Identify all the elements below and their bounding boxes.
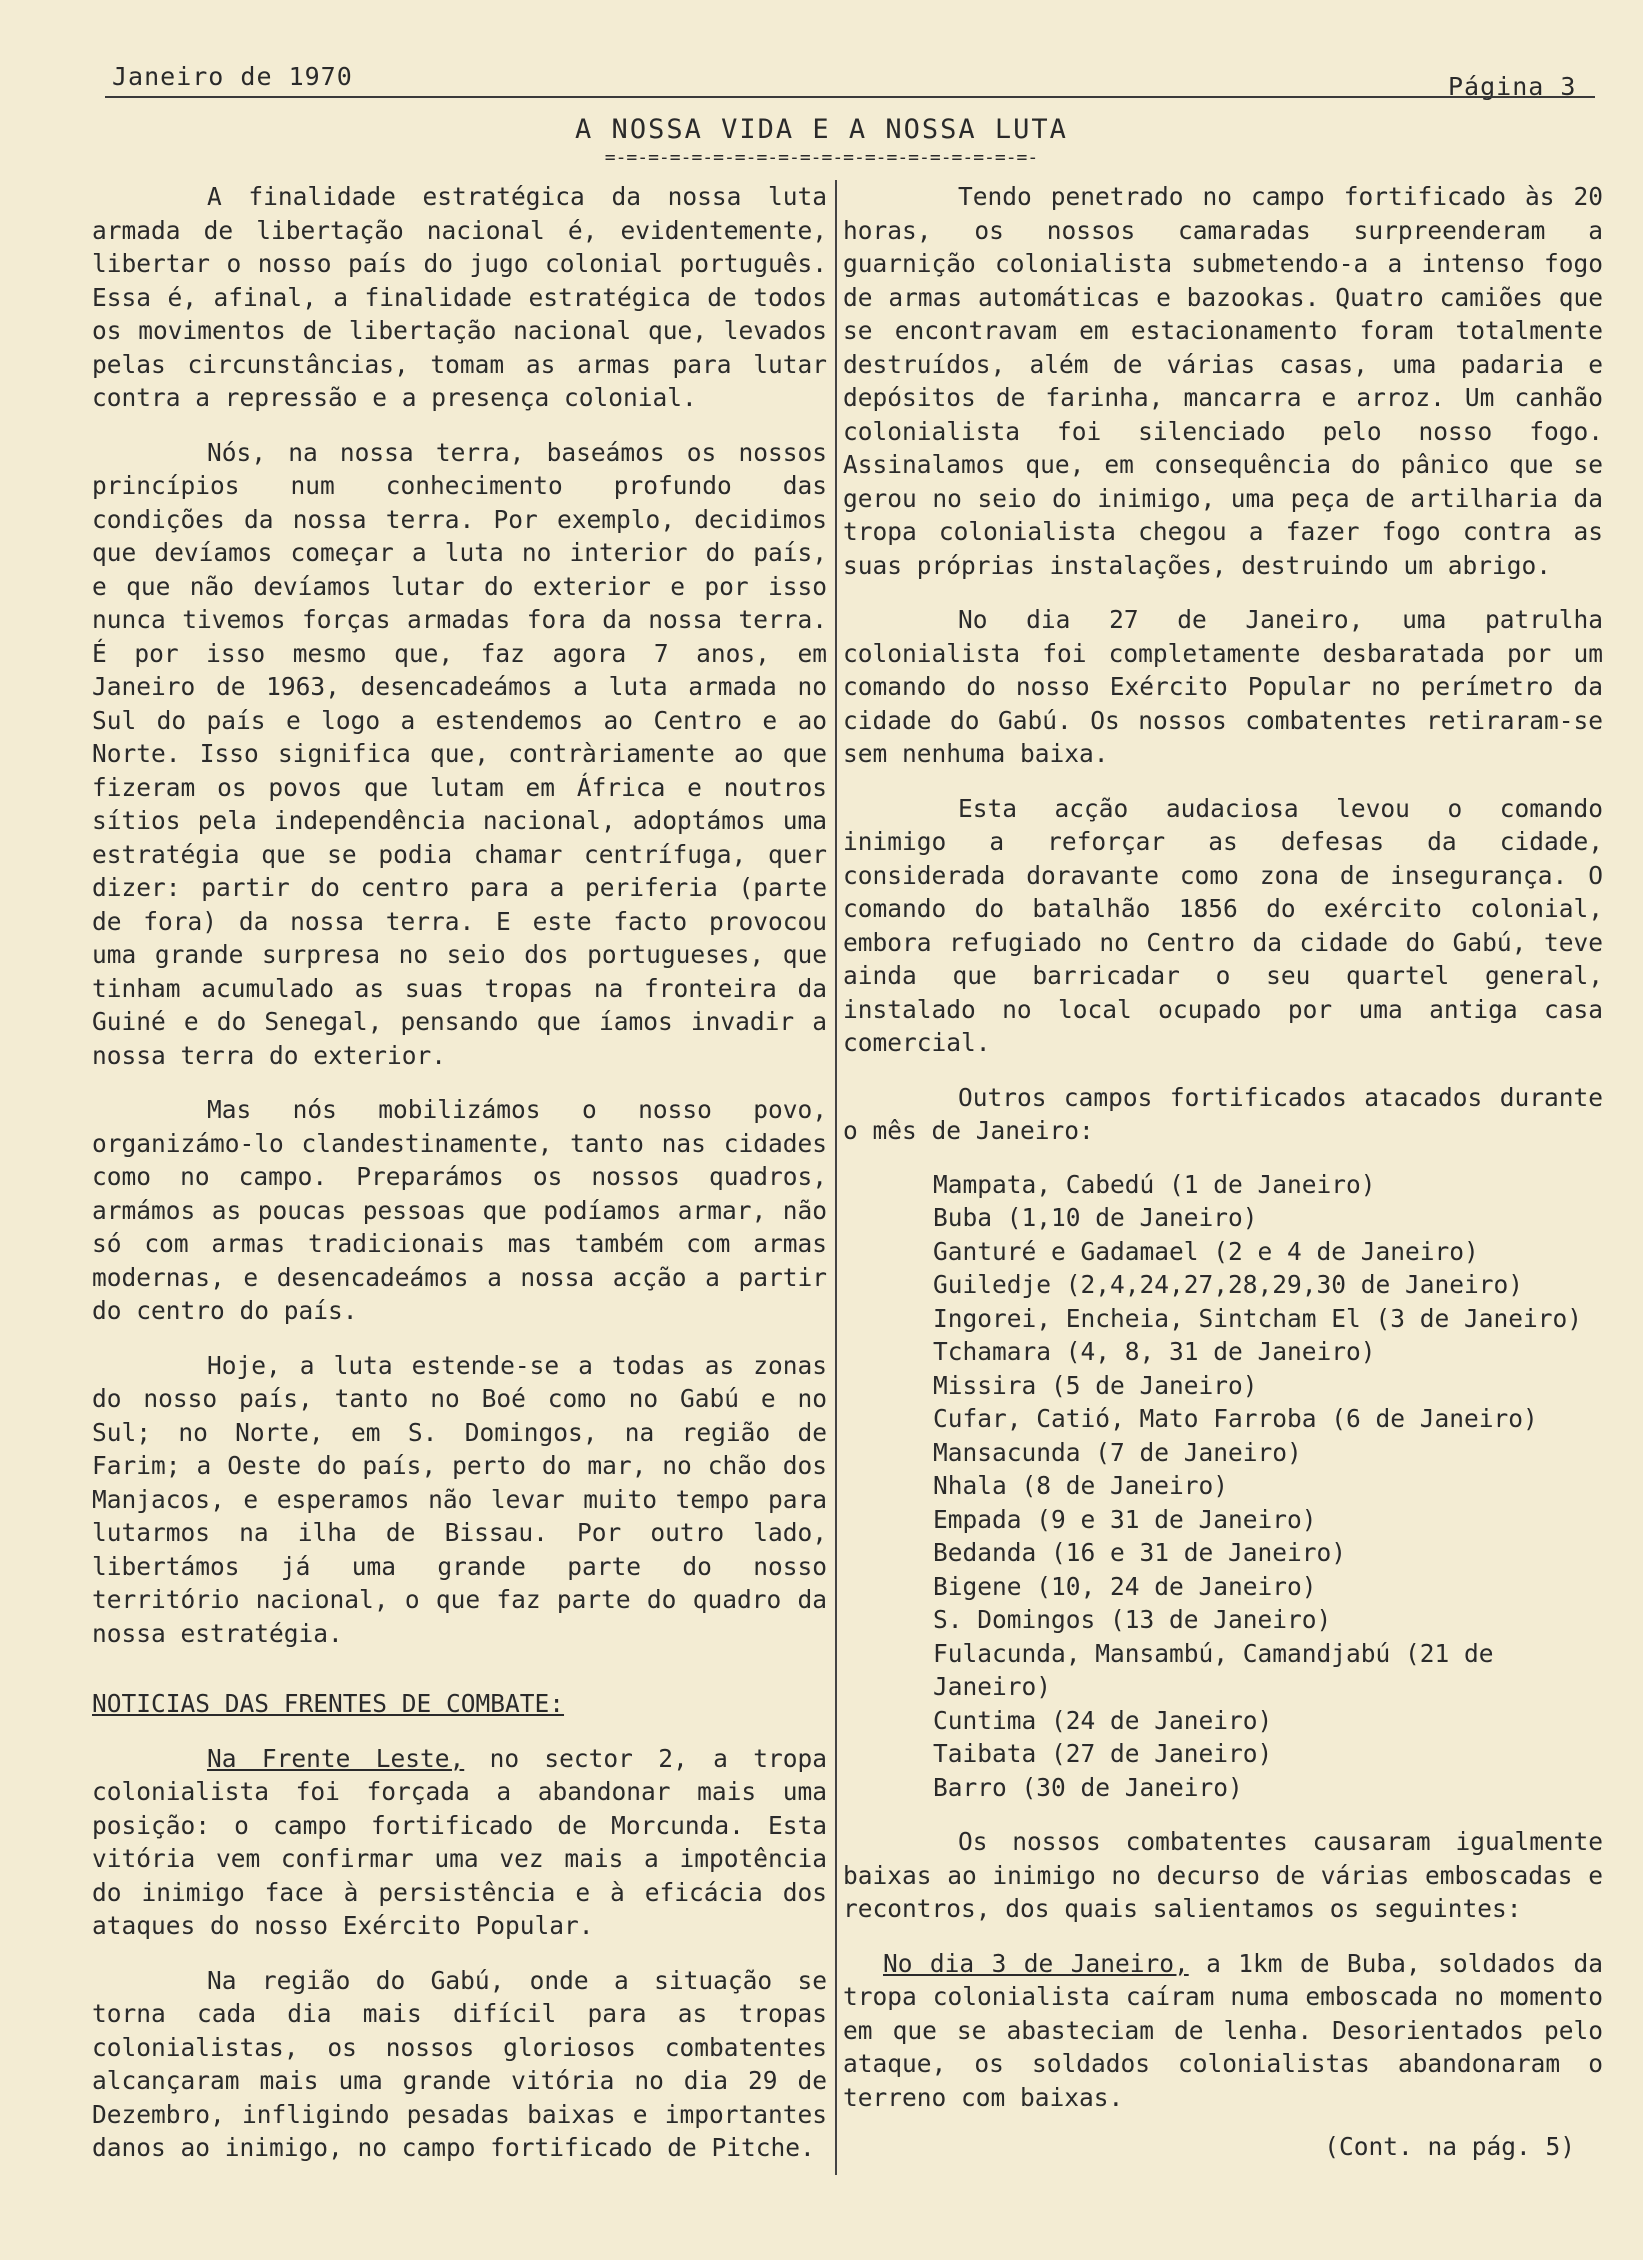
paragraph: Hoje, a luta estende-se a todas as zonas do nosso país, tanto no Boé como no Gabú e no Sul; no Norte, em S. Domingos, na região de Farim; a Oeste do país, perto do mar, no chão dos Manjacos, e esperamos não levar muito tempo para lutarmos na ilha de Bissau. Por outro lado, libertámos já uma grande parte do nosso território nacional, o que faz parte do quadro da nossa estratégia. (92, 1350, 827, 1648)
list-item: Mansacunda (7 de Janeiro) (933, 1437, 1302, 1467)
list-item: Buba (1,10 de Janeiro) (933, 1203, 1258, 1232)
paragraph-body: no sector 2, a tropa colonialista foi forçada a abandonar mais uma posição: o campo fortificado de Morcunda. Esta vitória vem confirmar uma vez mais a impotência do inimigo face à persistência e à eficácia dos ataques do nosso Exército Popular. (92, 1743, 827, 1940)
list-item: Cufar, Catió, Mato Farroba (6 de Janeiro) (933, 1404, 1538, 1433)
list-item: Tchamara (4, 8, 31 de Janeiro) (933, 1337, 1376, 1366)
section-heading: NOTICIAS DAS FRENTES DE COMBATE: (92, 1689, 565, 1718)
paragraph: Tendo penetrado no campo fortificado às 20 horas, os nossos camaradas surpreenderam a guarnição colonialista submetendo-a a intenso fogo de armas automáticas e bazookas. Quatro camiões que se encontravam em estacionamento foram totalmente destruídos, além de várias casas, uma padaria e depósitos de farinha, mancarra e arroz. Um canhão colonialista foi silenciado pelo nosso fogo. Assinalamos que, em consequência do pânico que se gerou no seio do inimigo, uma peça de artilharia da tropa colonialista chegou a fazer fogo contra as suas próprias instalações, destruindo um abrigo. (843, 182, 1603, 580)
paragraph: Nós, na nossa terra, baseámos os nossos princípios num conhecimento profundo das condições da nossa terra. Por exemplo, decidimos que devíamos começar a luta no interior do país, e que não devíamos lutar do exterior e por isso nunca tivemos forças armadas fora da nossa terra. É por isso mesmo que, faz agora 7 anos, em Janeiro de 1963, desencadeámos a luta armada no Sul do país e logo a estendemos ao Centro e ao Norte. Isso significa que, contràriamente ao que fizeram os povos que lutam em África e noutros sítios pela independência nacional, adoptámos uma estratégia que se podia chamar centrífuga, quer dizer: partir do centro para a periferia (parte de fora) da nossa terra. E este facto provocou uma grande surpresa no seio dos portugueses, que tinham acumulado as suas tropas na fronteira da Guiné e do Senegal, pensando que íamos invadir a nossa terra do exterior. (92, 437, 827, 1070)
left-column (92, 180, 827, 2165)
paragraph: A finalidade estratégica da nossa luta armada de libertação nacional é, evidentemente, libertar o nosso país do jugo colonial português. Essa é, afinal, a finalidade estratégica de todos os movimentos de libertação nacional que, levados pelas circunstâncias, tomam as armas para lutar contra a repressão e a presença colonial. (92, 182, 827, 412)
list-item: Empada (9 e 31 de Janeiro) (933, 1504, 1317, 1534)
paragraph: Mas nós mobilizámos o nosso povo, organizámo-lo clandestinamente, tanto nas cidades como no campo. Preparámos os nossos quadros, armámos as poucas pessoas que podíamos armar, não só com armas tradicionais mas também com armas modernas, e desencadeámos a nossa acção a partir do centro do país. (92, 1095, 827, 1325)
paragraph: Esta acção audaciosa levou o comando inimigo a reforçar as defesas da cidade, considerada doravante como zona de insegurança. O comando do batalhão 1856 do exército colonial, embora refugiado no Centro da cidade do Gabú, teve ainda que barricadar o seu quartel general, instalado no local ocupado por uma antiga casa comercial. (843, 793, 1603, 1057)
list-item: Barro (30 de Janeiro) (933, 1772, 1243, 1802)
right-column (843, 180, 1603, 2161)
issue-date: Janeiro de 1970 (112, 62, 353, 91)
paragraph (843, 1947, 1603, 2115)
list-item: Bedanda (16 e 31 de Janeiro) (933, 1538, 1347, 1567)
list-item: S. Domingos (13 de Janeiro) (933, 1605, 1332, 1634)
list-item: Missira (5 de Janeiro) (933, 1370, 1258, 1400)
list-item: Cuntima (24 de Janeiro) (933, 1705, 1273, 1735)
list-item: Bigene (10, 24 de Janeiro) (933, 1571, 1317, 1601)
list-item: Ingorei, Encheia, Sintcham El (3 de Janeiro) (933, 1303, 1583, 1333)
paragraph-body: a 1km de Buba, soldados da tropa colonialista caíram numa emboscada no momento em que se abasteciam de lenha. Desorientados pelo ataque, os soldados colonialistas abandonaram o terreno com baixas. (843, 1948, 1603, 2112)
list-item: Guiledje (2,4,24,27,28,29,30 de Janeiro) (933, 1270, 1524, 1299)
attacked-camps-list (843, 1168, 1603, 1805)
paragraph: Na região do Gabú, onde a situação se torna cada dia mais difícil para as tropas colonialistas, os nossos gloriosos combatentes alcançaram mais uma grande vitória no dia 29 de Dezembro, infligindo pesadas baixas e importantes danos ao inimigo, no campo fortificado de Pitche. (92, 1965, 827, 2162)
list-item: Ganturé e Gadamael (2 e 4 de Janeiro) (933, 1236, 1479, 1266)
article-title: A NOSSA VIDA E A NOSSA LUTA (575, 114, 1068, 145)
paragraph (92, 1742, 827, 1943)
paragraph-lead: Na Frente Leste, (207, 1743, 465, 1773)
page-number: Página 3 (1448, 72, 1577, 101)
continued-note: (Cont. na pág. 5) (1324, 2132, 1575, 2161)
paragraph: Os nossos combatentes causaram igualmente baixas ao inimigo no decurso de várias emboscadas e recontros, dos quais salientamos os seguintes: (843, 1827, 1603, 1923)
list-item: Taibata (27 de Janeiro) (933, 1739, 1273, 1768)
header-rule (105, 96, 1595, 98)
column-divider (835, 180, 837, 2175)
list-item: Fulacunda, Mansambú, Camandjabú (21 de Janeiro) (933, 1638, 1494, 1701)
paragraph-lead: No dia 3 de Janeiro, (883, 1948, 1189, 1978)
list-item: Mampata, Cabedú (1 de Janeiro) (933, 1169, 1376, 1199)
paragraph: Outros campos fortificados atacados durante o mês de Janeiro: (843, 1082, 1603, 1145)
title-decoration: =-=-=-=-=-=-=-=-=-=-=-=-=-=-=-=-=-=-=-=- (604, 147, 1039, 168)
paragraph: No dia 27 de Janeiro, uma patrulha colonialista foi completamente desbaratada por um comando do nosso Exército Popular no perímetro da cidade do Gabú. Os nossos combatentes retiraram-se sem nenhuma baixa. (843, 605, 1603, 768)
list-item: Nhala (8 de Janeiro) (933, 1471, 1229, 1500)
